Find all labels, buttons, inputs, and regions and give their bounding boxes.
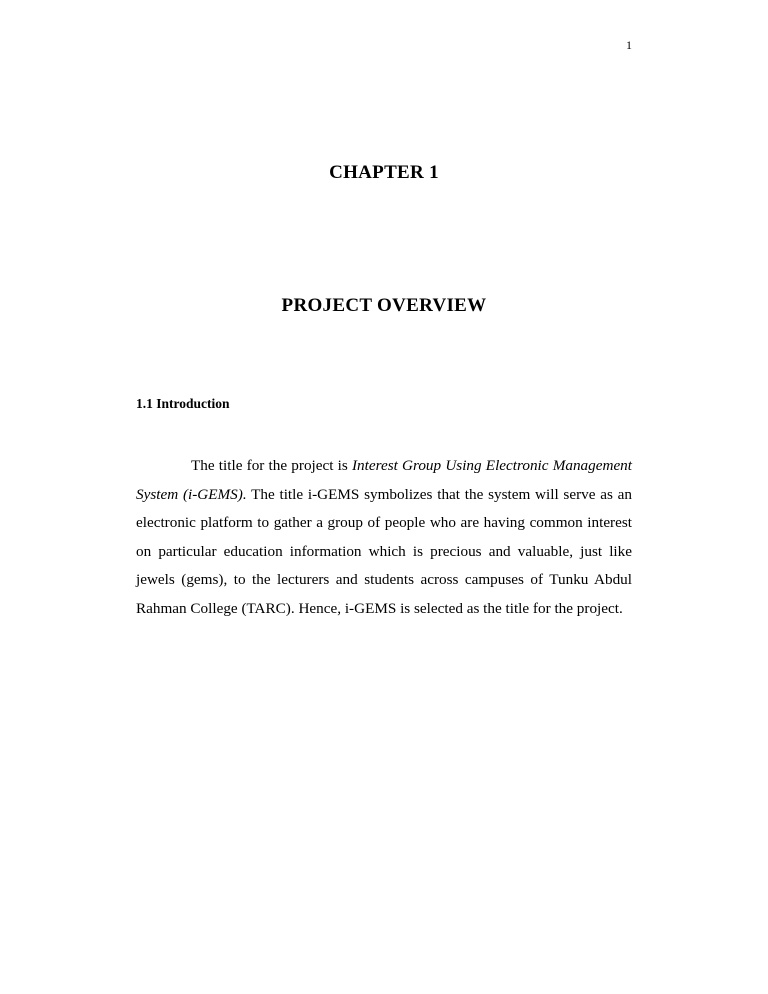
paragraph-text-start: The title for the project is <box>191 457 352 474</box>
introduction-paragraph <box>136 452 632 623</box>
chapter-number: CHAPTER 1 <box>329 162 439 183</box>
paragraph-text-rest: The title i-GEMS symbolizes that the system will serve as an electronic platform to gather a group of people who are having common interest on particular education information which is precious and valuable, just like jewels (gems), to the lecturers and students across campuses of Tunku Abdul Rahman College (TARC). Hence, i-GEMS is selected as the title for the project. <box>136 485 632 617</box>
section-heading: 1.1 Introduction <box>136 396 230 411</box>
chapter-title: PROJECT OVERVIEW <box>281 295 487 316</box>
project-title-italic: Interest Group Using Electronic Management System (i-GEMS). <box>136 457 632 503</box>
page-number: 1 <box>626 38 632 52</box>
